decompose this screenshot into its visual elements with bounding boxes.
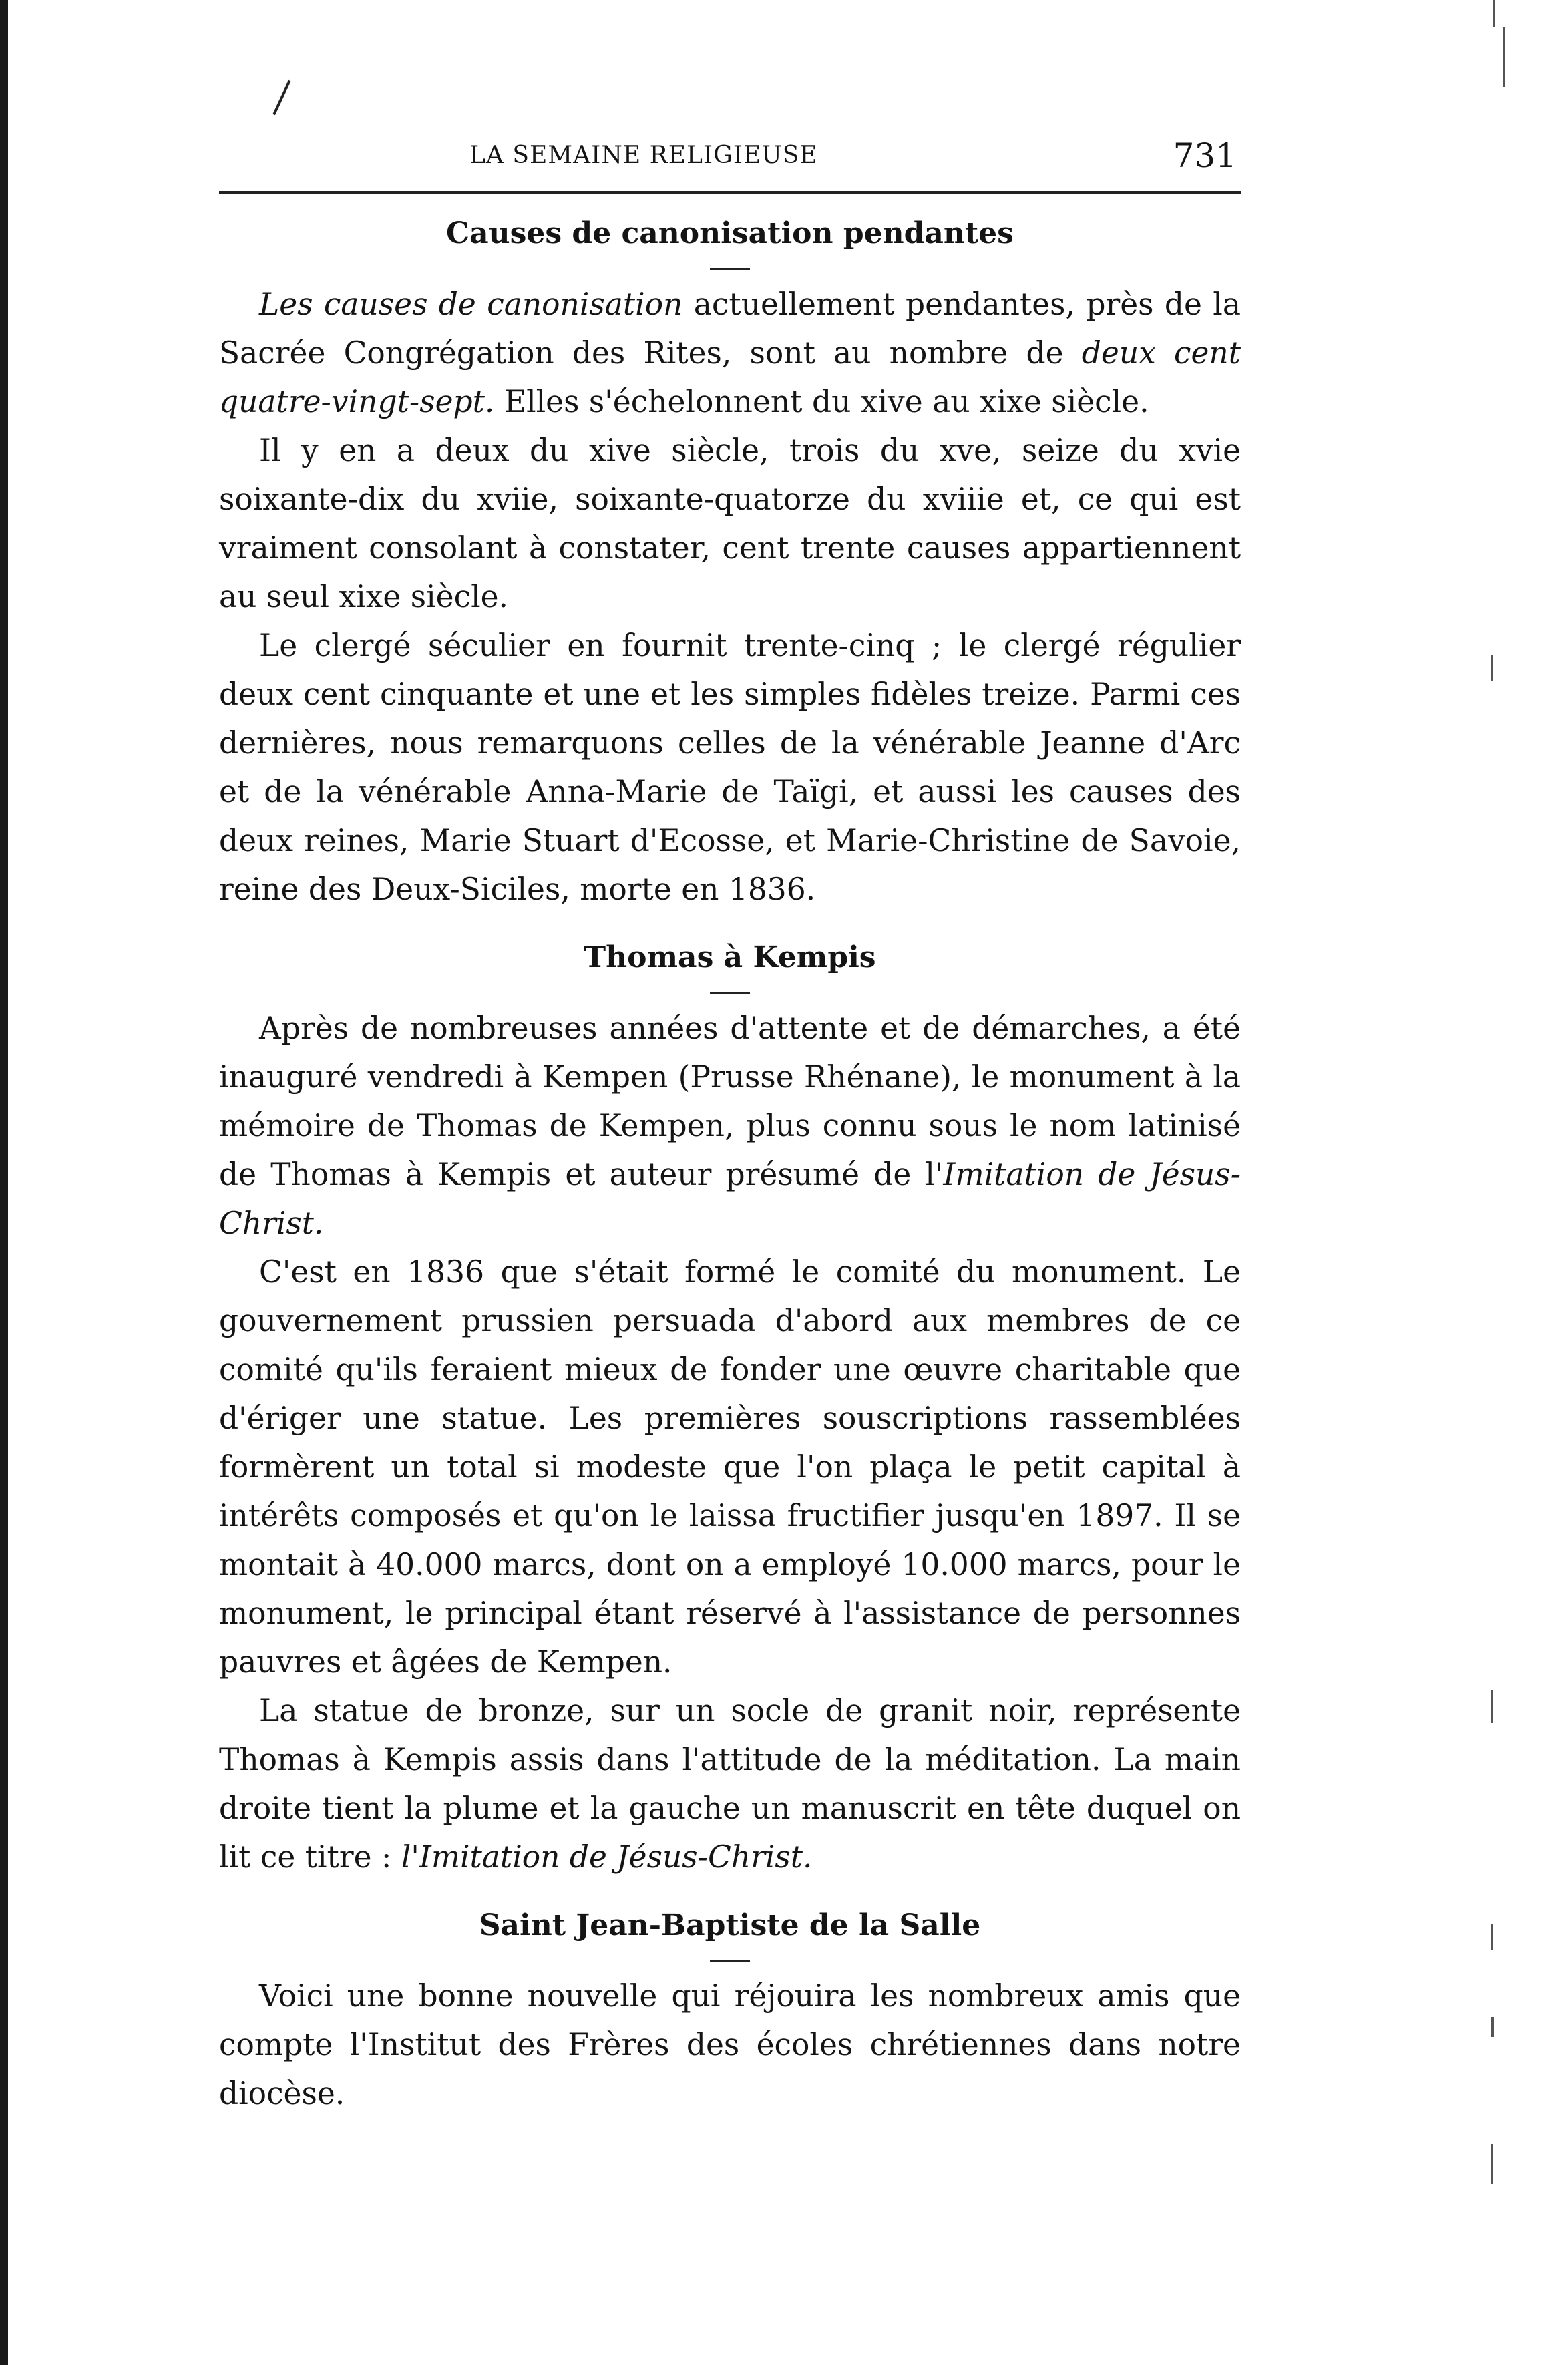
paragraph: [219, 280, 1241, 426]
paragraph-text: Elles s'échelonnent du xive au xixe siècle.: [494, 384, 1149, 419]
section-title: Thomas à Kempis: [584, 940, 876, 974]
italic-phrase: l'Imitation de Jésus-Christ.: [401, 1839, 813, 1875]
right-margin-specks: [1486, 0, 1526, 2365]
section-divider: [710, 1960, 750, 1962]
paragraph: Voici une bonne nouvelle qui réjouira les nombreux amis que compte l'Institut des Frères des écoles chrétiennes dans notre diocèse.: [219, 1978, 1241, 2111]
paragraph-text: Après de nombreuses années d'attente et de démarches, a été inauguré vendredi à Kempen (Prusse Rhénane), le monument à la mémoire de Thomas de Kempen, plus connu sous le nom latinisé de Thomas à Kempis et auteur présumé de l': [219, 1011, 1241, 1192]
paragraph-text: La statue de bronze, sur un socle de granit noir, représente Thomas à Kempis assis dans l'attitude de la méditation. La main droite tient la plume et la gauche un manuscrit en tête duquel on lit ce titre :: [219, 1693, 1241, 1875]
section-divider: [710, 268, 750, 270]
page-number: 731: [1173, 136, 1237, 175]
italic-phrase: deux cent quatre-vingt-sept.: [219, 335, 1241, 419]
book-spine-edge: [0, 0, 8, 2365]
paragraph: [219, 1004, 1241, 1248]
section-title: Saint Jean-Baptiste de la Salle: [479, 1908, 981, 1942]
paragraph: Le clergé séculier en fournit trente-cinq ; le clergé régulier deux cent cinquante et une et les simples fidèles treize. Parmi ces dernières, nous remarquons celles de la vénérable Jeanne d'Arc et de la vénérable Anna-Marie de Taïgi, et aussi les causes des deux reines, Marie Stuart d'Ecosse, et Marie-Christine de Savoie, reine des Deux-Siciles, morte en 1836.: [219, 628, 1241, 907]
paragraph: Il y en a deux du xive siècle, trois du xve, seize du xvie soixante-dix du xviie, soixante-quatorze du xviiie et, ce qui est vraiment consolant à constater, cent trente causes appartiennent au seul xixe siècle.: [219, 433, 1241, 614]
italic-phrase: Imitation de Jésus-Christ.: [219, 1157, 1241, 1241]
page-header: [219, 134, 1241, 194]
paragraph-text: actuellement pendantes, près de la Sacrée Congrégation des Rites, sont au nombre de: [219, 287, 1241, 371]
section-title: Causes de canonisation pendantes: [446, 216, 1014, 250]
italic-phrase: Les causes de canonisation: [259, 287, 683, 322]
stray-mark: [272, 80, 290, 115]
paragraph: C'est en 1836 que s'était formé le comité du monument. Le gouvernement prussien persuada d'abord aux membres de ce comité qu'ils feraient mieux de fonder une œuvre charitable que d'ériger une statue. Les premières souscriptions rassemblées formèrent un total si modeste que l'on plaça le petit capital à intérêts composés et qu'on le laissa fructifier jusqu'en 1897. Il se montait à 40.000 marcs, dont on a employé 10.000 marcs, pour le monument, le principal étant réservé à l'assistance de personnes pauvres et âgées de Kempen.: [219, 1254, 1241, 1680]
paragraph: [219, 1686, 1241, 1881]
running-title: LA SEMAINE RELIGIEUSE: [469, 142, 818, 169]
page-body: [219, 134, 1241, 2118]
section-divider: [710, 992, 750, 994]
